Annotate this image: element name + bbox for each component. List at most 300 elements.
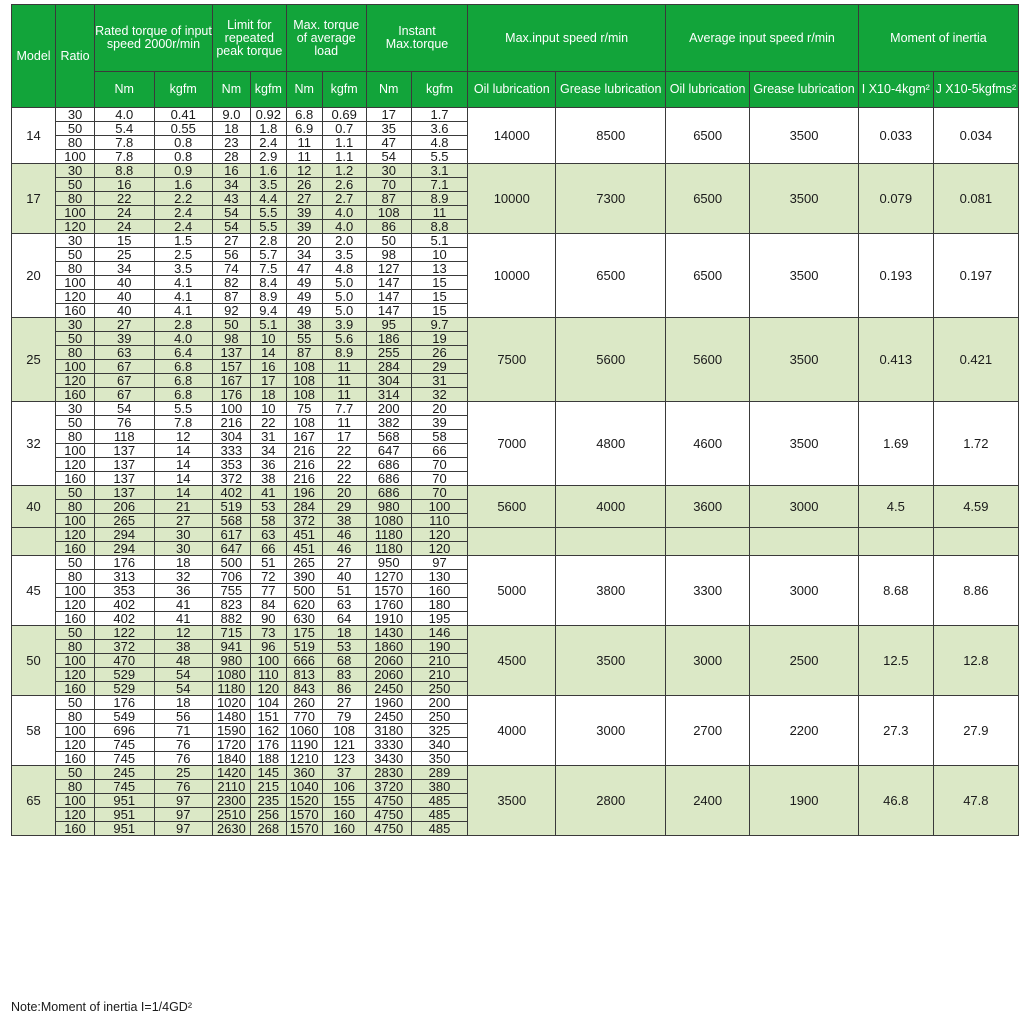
cell-instant-nm: 54 [366,150,411,164]
cell-max-grease: 3000 [556,696,666,766]
cell-max-oil: 5000 [468,556,556,626]
cell-rated-nm: 15 [95,234,154,248]
cell-rated-kgfm: 4.1 [154,290,212,304]
cell-inertia-j: 47.8 [933,766,1018,836]
cell-peak-nm: 27 [212,234,250,248]
cell-instant-nm: 35 [366,122,411,136]
cell-max-grease: 6500 [556,234,666,318]
cell-ratio: 120 [56,668,95,682]
cell-avg-kgfm: 123 [322,752,366,766]
cell-peak-kgfm: 58 [250,514,286,528]
cell-instant-nm: 1860 [366,640,411,654]
cell-instant-nm: 304 [366,374,411,388]
cell-rated-nm: 40 [95,304,154,318]
cell-peak-kgfm: 9.4 [250,304,286,318]
cell-rated-kgfm: 4.1 [154,304,212,318]
cell-avg-kgfm: 5.0 [322,276,366,290]
cell-avg-kgfm: 2.6 [322,178,366,192]
cell-rated-nm: 176 [95,556,154,570]
cell-avg-nm: 1570 [286,808,322,822]
cell-instant-nm: 2060 [366,668,411,682]
subheader-kgfm: kgfm [411,72,467,108]
cell-instant-kgfm: 210 [411,654,467,668]
cell-rated-kgfm: 97 [154,808,212,822]
cell-peak-kgfm: 235 [250,794,286,808]
cell-avg-nm: 38 [286,318,322,332]
cell-avg-kgfm: 37 [322,766,366,780]
cell-peak-kgfm: 31 [250,430,286,444]
cell-rated-kgfm: 3.5 [154,262,212,276]
subheader-nm: Nm [286,72,322,108]
cell-inertia-j: 0.081 [933,164,1018,234]
cell-avg-kgfm: 22 [322,472,366,486]
cell-rated-kgfm: 14 [154,444,212,458]
cell-avg-grease: 3500 [750,234,859,318]
cell-max-oil: 4500 [468,626,556,696]
cell-peak-kgfm: 256 [250,808,286,822]
cell-ratio: 120 [56,374,95,388]
cell-rated-nm: 137 [95,472,154,486]
cell-ratio: 80 [56,780,95,794]
cell-peak-nm: 519 [212,500,250,514]
cell-max-grease: 5600 [556,318,666,402]
cell-rated-nm: 549 [95,710,154,724]
cell-ratio: 50 [56,416,95,430]
cell-avg-nm: 770 [286,710,322,724]
cell-rated-kgfm: 56 [154,710,212,724]
cell-inertia-j: 8.86 [933,556,1018,626]
cell-peak-nm: 82 [212,276,250,290]
cell-instant-kgfm: 26 [411,346,467,360]
cell-instant-nm: 1430 [366,626,411,640]
cell-avg-nm: 34 [286,248,322,262]
cell-avg-kgfm: 108 [322,724,366,738]
cell-rated-kgfm: 0.55 [154,122,212,136]
cell-instant-nm: 47 [366,136,411,150]
cell-rated-kgfm: 12 [154,430,212,444]
cell-avg-nm: 813 [286,668,322,682]
cell-instant-kgfm: 485 [411,808,467,822]
cell-instant-nm: 1570 [366,584,411,598]
cell-ratio: 120 [56,738,95,752]
cell-instant-nm: 200 [366,402,411,416]
cell-rated-kgfm: 2.4 [154,206,212,220]
table-row [12,234,1019,248]
cell-rated-nm: 137 [95,458,154,472]
cell-avg-kgfm: 5.6 [322,332,366,346]
cell-instant-kgfm: 15 [411,290,467,304]
cell-avg-kgfm: 160 [322,822,366,836]
cell-instant-nm: 98 [366,248,411,262]
cell-instant-kgfm: 195 [411,612,467,626]
cell-rated-nm: 294 [95,542,154,556]
cell-rated-kgfm: 5.5 [154,402,212,416]
cell-instant-kgfm: 31 [411,374,467,388]
cell-ratio: 100 [56,724,95,738]
cell-peak-nm: 1080 [212,668,250,682]
cell-inertia-i [858,528,933,556]
cell-avg-kgfm: 0.7 [322,122,366,136]
cell-peak-nm: 1420 [212,766,250,780]
cell-instant-kgfm: 8.8 [411,220,467,234]
cell-peak-kgfm: 8.4 [250,276,286,290]
cell-instant-kgfm: 120 [411,528,467,542]
cell-peak-kgfm: 1.8 [250,122,286,136]
cell-instant-nm: 108 [366,206,411,220]
cell-avg-kgfm: 1.2 [322,164,366,178]
cell-peak-nm: 402 [212,486,250,500]
header-ratio: Ratio [56,5,95,108]
cell-inertia-j: 0.034 [933,108,1018,164]
cell-peak-nm: 2510 [212,808,250,822]
cell-avg-kgfm: 20 [322,486,366,500]
cell-avg-kgfm: 46 [322,542,366,556]
cell-avg-grease: 3500 [750,318,859,402]
cell-rated-nm: 7.8 [95,136,154,150]
cell-instant-nm: 255 [366,346,411,360]
cell-avg-oil: 3000 [666,626,750,696]
cell-peak-kgfm: 3.5 [250,178,286,192]
cell-avg-nm: 666 [286,654,322,668]
cell-instant-nm: 4750 [366,808,411,822]
cell-peak-nm: 98 [212,332,250,346]
cell-ratio: 50 [56,486,95,500]
cell-avg-nm: 216 [286,472,322,486]
cell-ratio: 80 [56,192,95,206]
cell-avg-kgfm: 51 [322,584,366,598]
cell-ratio: 50 [56,332,95,346]
cell-instant-nm: 980 [366,500,411,514]
cell-max-grease: 3800 [556,556,666,626]
cell-avg-grease: 2500 [750,626,859,696]
cell-inertia-i: 0.413 [858,318,933,402]
cell-instant-kgfm: 485 [411,794,467,808]
cell-model: 25 [12,318,56,402]
cell-ratio: 50 [56,178,95,192]
cell-instant-kgfm: 9.7 [411,318,467,332]
cell-avg-kgfm: 106 [322,780,366,794]
cell-peak-kgfm: 120 [250,682,286,696]
cell-rated-nm: 16 [95,178,154,192]
cell-instant-nm: 147 [366,290,411,304]
cell-rated-nm: 40 [95,290,154,304]
cell-avg-nm: 1190 [286,738,322,752]
cell-peak-nm: 568 [212,514,250,528]
cell-avg-nm: 26 [286,178,322,192]
cell-avg-nm: 1520 [286,794,322,808]
cell-ratio: 80 [56,136,95,150]
cell-avg-nm: 1210 [286,752,322,766]
cell-ratio: 30 [56,164,95,178]
cell-ratio: 100 [56,150,95,164]
cell-rated-nm: 118 [95,430,154,444]
cell-peak-kgfm: 41 [250,486,286,500]
cell-avg-nm: 6.8 [286,108,322,122]
cell-instant-kgfm: 19 [411,332,467,346]
cell-ratio: 30 [56,234,95,248]
cell-rated-kgfm: 6.8 [154,374,212,388]
cell-peak-kgfm: 73 [250,626,286,640]
cell-rated-kgfm: 2.5 [154,248,212,262]
cell-instant-nm: 1960 [366,696,411,710]
cell-peak-nm: 23 [212,136,250,150]
cell-rated-kgfm: 14 [154,458,212,472]
cell-rated-nm: 245 [95,766,154,780]
cell-avg-kgfm: 121 [322,738,366,752]
cell-peak-kgfm: 145 [250,766,286,780]
cell-instant-nm: 4750 [366,794,411,808]
cell-rated-kgfm: 4.0 [154,332,212,346]
cell-instant-nm: 4750 [366,822,411,836]
cell-ratio: 80 [56,500,95,514]
cell-rated-nm: 39 [95,332,154,346]
cell-peak-kgfm: 63 [250,528,286,542]
subheader-kgfm: kgfm [322,72,366,108]
cell-avg-kgfm: 8.9 [322,346,366,360]
cell-rated-nm: 696 [95,724,154,738]
cell-peak-kgfm: 77 [250,584,286,598]
table-row [12,486,1019,500]
cell-avg-grease: 3000 [750,486,859,528]
cell-peak-kgfm: 90 [250,612,286,626]
cell-peak-nm: 54 [212,220,250,234]
cell-rated-nm: 313 [95,570,154,584]
cell-model [12,528,56,556]
cell-ratio: 120 [56,220,95,234]
cell-ratio: 80 [56,346,95,360]
cell-avg-grease [750,528,859,556]
cell-peak-nm: 500 [212,556,250,570]
cell-peak-nm: 1590 [212,724,250,738]
cell-rated-kgfm: 30 [154,542,212,556]
cell-instant-nm: 314 [366,388,411,402]
cell-rated-nm: 27 [95,318,154,332]
subheader-oil: Oil lubrication [468,72,556,108]
cell-avg-kgfm: 1.1 [322,136,366,150]
cell-rated-kgfm: 2.4 [154,220,212,234]
cell-ratio: 50 [56,248,95,262]
cell-instant-kgfm: 70 [411,486,467,500]
cell-instant-kgfm: 380 [411,780,467,794]
cell-instant-kgfm: 289 [411,766,467,780]
cell-inertia-j [933,528,1018,556]
cell-instant-kgfm: 325 [411,724,467,738]
cell-avg-kgfm: 83 [322,668,366,682]
cell-inertia-i: 8.68 [858,556,933,626]
cell-rated-nm: 137 [95,486,154,500]
cell-instant-nm: 3430 [366,752,411,766]
cell-instant-nm: 70 [366,178,411,192]
cell-max-grease: 4000 [556,486,666,528]
cell-max-oil: 7500 [468,318,556,402]
cell-ratio: 80 [56,570,95,584]
cell-peak-nm: 157 [212,360,250,374]
cell-inertia-i: 0.079 [858,164,933,234]
cell-rated-nm: 470 [95,654,154,668]
cell-inertia-j: 0.421 [933,318,1018,402]
cell-peak-nm: 882 [212,612,250,626]
cell-ratio: 160 [56,472,95,486]
cell-max-oil: 10000 [468,234,556,318]
cell-avg-kgfm: 63 [322,598,366,612]
cell-avg-nm: 12 [286,164,322,178]
cell-avg-oil: 2700 [666,696,750,766]
cell-peak-kgfm: 2.8 [250,234,286,248]
cell-rated-kgfm: 38 [154,640,212,654]
cell-ratio: 80 [56,710,95,724]
cell-max-oil [468,528,556,556]
cell-peak-kgfm: 4.4 [250,192,286,206]
header-avg-speed: Average input speed r/min [666,5,859,72]
cell-instant-kgfm: 5.5 [411,150,467,164]
cell-peak-nm: 28 [212,150,250,164]
cell-inertia-j: 0.197 [933,234,1018,318]
cell-peak-nm: 1480 [212,710,250,724]
cell-rated-nm: 8.8 [95,164,154,178]
cell-instant-nm: 147 [366,276,411,290]
cell-instant-kgfm: 340 [411,738,467,752]
cell-ratio: 80 [56,430,95,444]
cell-instant-kgfm: 200 [411,696,467,710]
table-row [12,108,1019,122]
cell-instant-kgfm: 66 [411,444,467,458]
cell-avg-grease: 3500 [750,108,859,164]
cell-avg-nm: 1060 [286,724,322,738]
cell-instant-nm: 3330 [366,738,411,752]
cell-avg-kgfm: 53 [322,640,366,654]
cell-ratio: 120 [56,458,95,472]
cell-instant-nm: 2450 [366,682,411,696]
cell-rated-kgfm: 25 [154,766,212,780]
cell-avg-oil: 2400 [666,766,750,836]
cell-instant-kgfm: 190 [411,640,467,654]
cell-avg-kgfm: 155 [322,794,366,808]
cell-peak-kgfm: 5.7 [250,248,286,262]
cell-rated-kgfm: 54 [154,668,212,682]
cell-avg-nm: 11 [286,136,322,150]
cell-avg-kgfm: 3.9 [322,318,366,332]
cell-rated-nm: 353 [95,584,154,598]
cell-peak-kgfm: 18 [250,388,286,402]
cell-peak-kgfm: 2.9 [250,150,286,164]
cell-max-oil: 4000 [468,696,556,766]
cell-rated-kgfm: 30 [154,528,212,542]
cell-model: 20 [12,234,56,318]
cell-rated-kgfm: 7.8 [154,416,212,430]
subheader-kgfm: kgfm [154,72,212,108]
cell-ratio: 100 [56,654,95,668]
cell-peak-nm: 176 [212,388,250,402]
cell-rated-kgfm: 76 [154,752,212,766]
cell-rated-nm: 951 [95,794,154,808]
cell-instant-kgfm: 10 [411,248,467,262]
cell-peak-kgfm: 84 [250,598,286,612]
cell-instant-kgfm: 32 [411,388,467,402]
cell-rated-nm: 24 [95,220,154,234]
cell-peak-kgfm: 14 [250,346,286,360]
cell-peak-nm: 2110 [212,780,250,794]
cell-rated-nm: 63 [95,346,154,360]
cell-instant-nm: 2060 [366,654,411,668]
cell-instant-kgfm: 3.6 [411,122,467,136]
cell-ratio: 160 [56,388,95,402]
cell-peak-nm: 706 [212,570,250,584]
cell-peak-kgfm: 110 [250,668,286,682]
cell-max-grease: 4800 [556,402,666,486]
cell-peak-nm: 54 [212,206,250,220]
cell-instant-kgfm: 5.1 [411,234,467,248]
cell-rated-nm: 122 [95,626,154,640]
cell-instant-kgfm: 110 [411,514,467,528]
cell-peak-kgfm: 10 [250,402,286,416]
cell-peak-kgfm: 7.5 [250,262,286,276]
cell-rated-nm: 67 [95,388,154,402]
cell-instant-nm: 568 [366,430,411,444]
cell-avg-nm: 108 [286,388,322,402]
cell-max-grease [556,528,666,556]
cell-peak-nm: 50 [212,318,250,332]
spec-table-container [11,4,1019,836]
cell-rated-kgfm: 32 [154,570,212,584]
cell-instant-kgfm: 180 [411,598,467,612]
table-row [12,402,1019,416]
cell-peak-nm: 2630 [212,822,250,836]
cell-model: 65 [12,766,56,836]
subheader-oil: Oil lubrication [666,72,750,108]
cell-rated-nm: 402 [95,598,154,612]
cell-avg-nm: 167 [286,430,322,444]
cell-inertia-j: 4.59 [933,486,1018,528]
cell-peak-kgfm: 162 [250,724,286,738]
cell-avg-nm: 39 [286,206,322,220]
cell-peak-nm: 617 [212,528,250,542]
cell-instant-kgfm: 485 [411,822,467,836]
cell-avg-kgfm: 27 [322,556,366,570]
cell-rated-kgfm: 14 [154,486,212,500]
cell-ratio: 120 [56,290,95,304]
cell-avg-kgfm: 11 [322,360,366,374]
cell-rated-kgfm: 18 [154,556,212,570]
cell-rated-kgfm: 21 [154,500,212,514]
cell-avg-nm: 372 [286,514,322,528]
cell-peak-nm: 18 [212,122,250,136]
cell-instant-kgfm: 70 [411,458,467,472]
cell-ratio: 30 [56,108,95,122]
cell-ratio: 50 [56,766,95,780]
cell-rated-kgfm: 76 [154,780,212,794]
cell-ratio: 160 [56,822,95,836]
cell-inertia-i: 46.8 [858,766,933,836]
cell-model: 58 [12,696,56,766]
cell-max-grease: 3500 [556,626,666,696]
cell-peak-nm: 823 [212,598,250,612]
cell-ratio: 50 [56,122,95,136]
cell-rated-kgfm: 48 [154,654,212,668]
cell-instant-kgfm: 146 [411,626,467,640]
cell-instant-nm: 1180 [366,542,411,556]
cell-avg-kgfm: 11 [322,416,366,430]
cell-max-oil: 7000 [468,402,556,486]
cell-avg-nm: 451 [286,528,322,542]
cell-instant-kgfm: 160 [411,584,467,598]
subheader-nm: Nm [366,72,411,108]
cell-avg-oil: 6500 [666,108,750,164]
cell-avg-grease: 3500 [750,164,859,234]
cell-avg-nm: 519 [286,640,322,654]
cell-avg-nm: 1570 [286,822,322,836]
cell-peak-nm: 100 [212,402,250,416]
cell-peak-kgfm: 96 [250,640,286,654]
